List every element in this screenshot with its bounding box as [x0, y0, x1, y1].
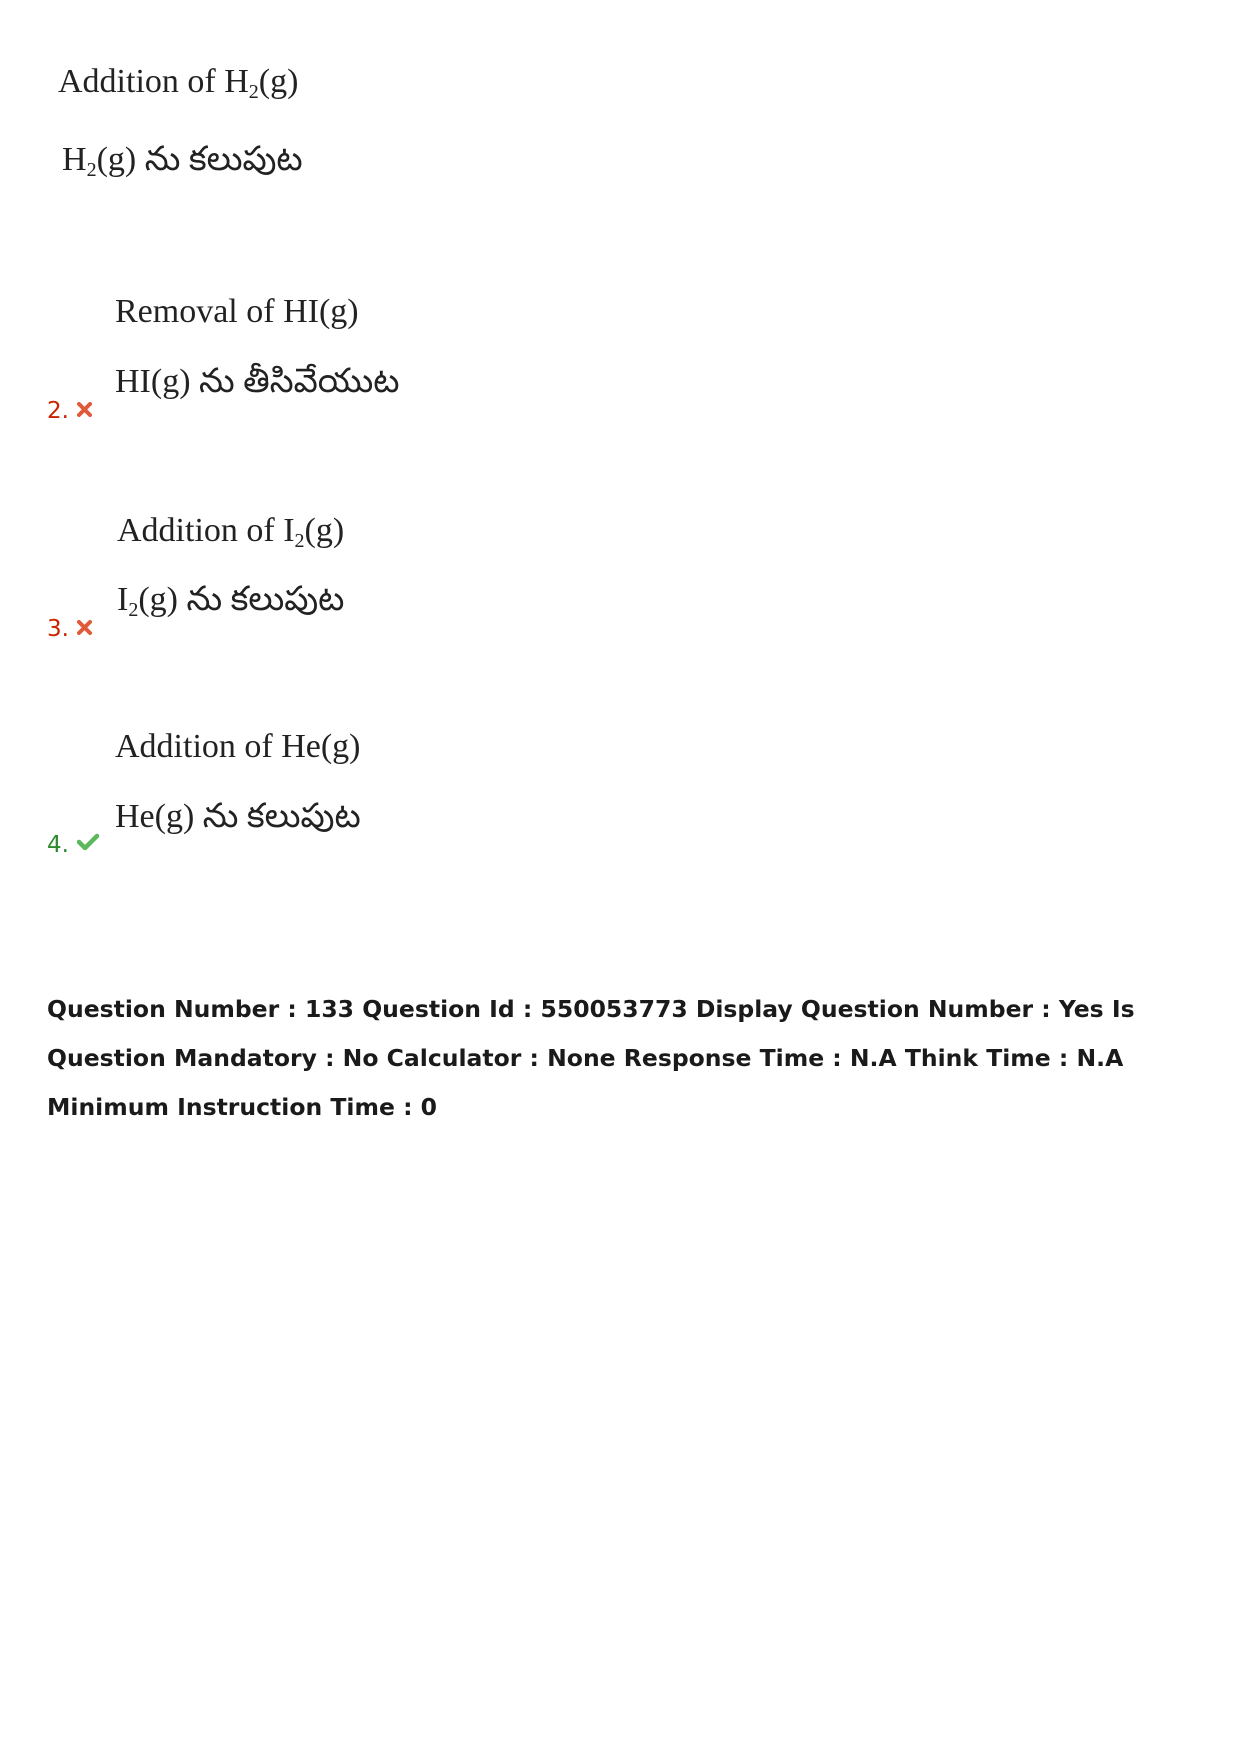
cross-icon — [77, 614, 92, 642]
option-4-english: Addition of He(g) — [115, 728, 361, 765]
option-1-english: Addition of $H_2(g)$ — [58, 63, 299, 103]
option-1-telugu: $H_2(g)$ ను కలుపుట — [62, 141, 303, 181]
cross-icon — [77, 396, 92, 424]
question-metadata: Question Number : 133 Question Id : 550053773 Display Question Number : Yes Is Question Mandatory : No Calculator : None Response Time : N.A Think Time : N.A Minimum Instruction Time : 0 — [47, 995, 1135, 1121]
option-2-telugu: HI(g) ను తీసివేయుట — [115, 363, 400, 400]
option-3-english: Addition of $I_2(g)$ — [117, 512, 345, 552]
option-3-number: 3. — [47, 614, 92, 643]
option-2-english: Removal of HI(g) — [115, 293, 359, 330]
option-4-telugu: He(g) ను కలుపుట — [115, 798, 361, 835]
option-3-telugu: $I_2(g)$ ను కలుపుట — [117, 581, 345, 621]
option-4-number: 4. — [47, 830, 99, 859]
check-icon — [77, 830, 99, 858]
option-2-number: 2. — [47, 396, 92, 425]
